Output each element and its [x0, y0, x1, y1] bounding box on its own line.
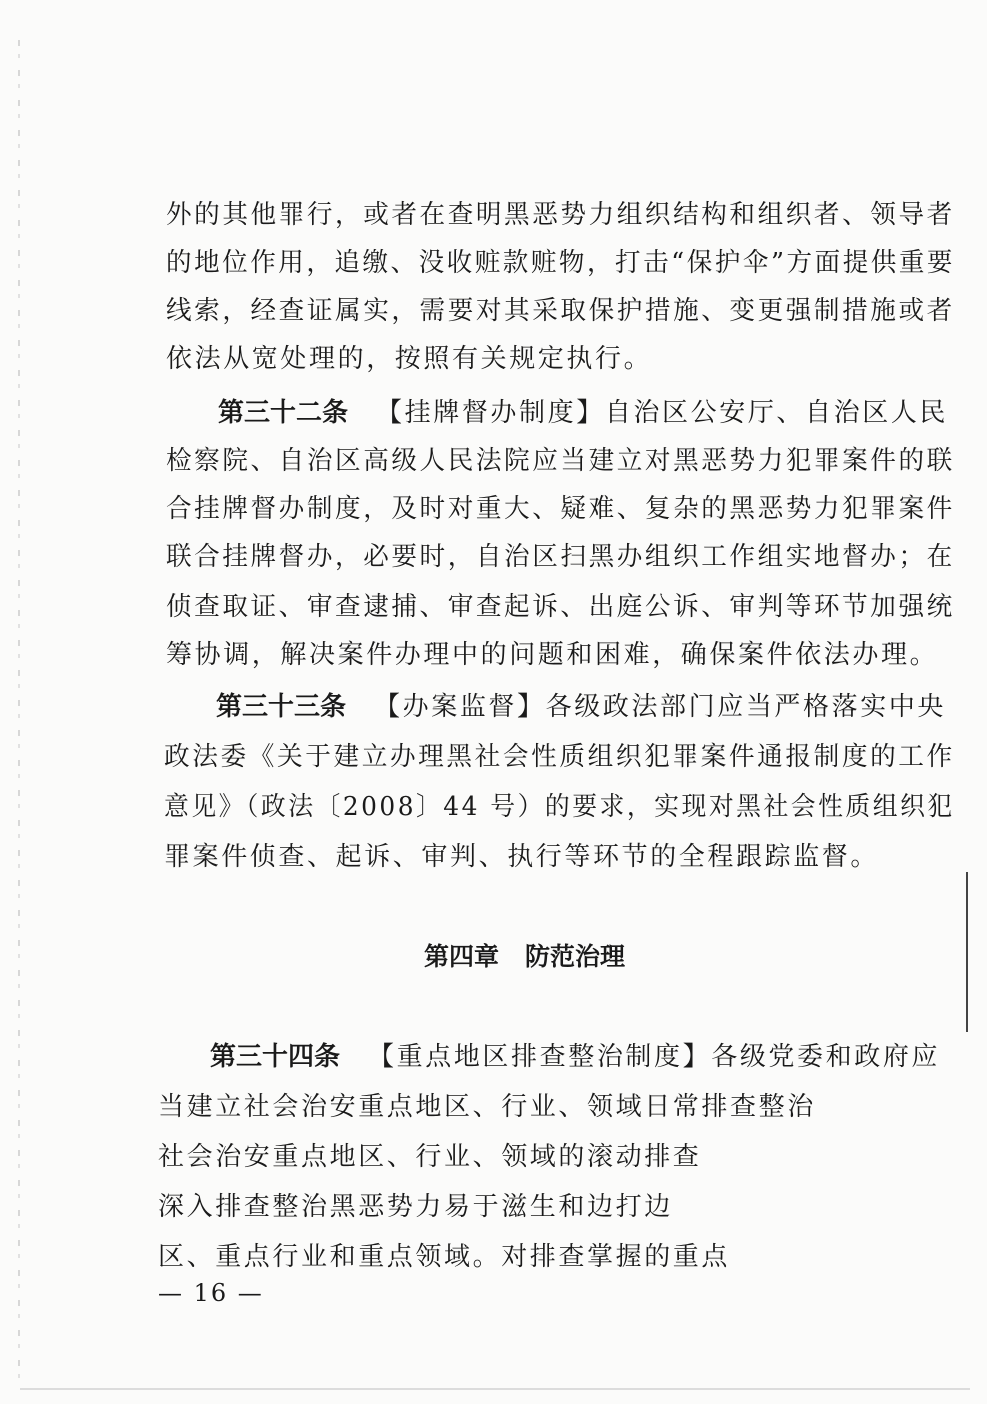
- article-32-line: 侦查取证、审查逮捕、审查起诉、出庭公诉、审判等环节加强统: [166, 592, 955, 622]
- page-number: — 16 —: [158, 1279, 264, 1307]
- chapter-heading: [424, 940, 625, 974]
- paragraph-line: 依法从宽处理的，按照有关规定执行。: [166, 344, 653, 374]
- paragraph-line: 线索，经查证属实，需要对其采取保护措施、变更强制措施或者: [166, 296, 955, 326]
- article-34-line: 社会治安重点地区、行业、领域的滚动排查: [158, 1142, 702, 1172]
- article-32-line: 合挂牌督办制度，及时对重大、疑难、复杂的黑恶势力犯罪案件: [166, 494, 955, 524]
- article-33-line: 政法委《关于建立办理黑社会性质组织犯罪案件通报制度的工作: [164, 742, 955, 772]
- article-32-line: 联合挂牌督办，必要时，自治区扫黑办组织工作组实地督办；在: [166, 542, 955, 572]
- article-32-title: 【挂牌督办制度】: [376, 398, 605, 428]
- article-33-first-text: 各级政法部门应当严格落实中央: [545, 692, 947, 722]
- scan-edge-bottom: [20, 1388, 970, 1390]
- article-32-line: 筹协调，解决案件办理中的问题和困难，确保案件依法办理。: [166, 640, 939, 670]
- paragraph-line: 外的其他罪行，或者在查明黑恶势力组织结构和组织者、领导者: [166, 200, 955, 230]
- article-34-line: 当建立社会治安重点地区、行业、领域日常排查整治: [158, 1092, 816, 1122]
- article-34-number: 第三十四条: [210, 1042, 341, 1072]
- article-33-line: 意见》（政法〔2008〕44 号）的要求，实现对黑社会性质组织犯: [164, 792, 955, 822]
- article-34-line: 区、重点行业和重点领域。对排查掌握的重点: [158, 1242, 731, 1272]
- chapter-number: 第四章: [424, 942, 500, 971]
- article-34-first-line: [210, 1040, 940, 1074]
- chapter-title: 防范治理: [525, 942, 626, 971]
- scan-edge-left: [18, 40, 20, 1380]
- article-32-number: 第三十二条: [218, 398, 349, 428]
- article-33-title: 【办案监督】: [374, 692, 546, 722]
- article-34-first-text: 各级党委和政府应: [711, 1042, 941, 1072]
- article-32-first-text: 自治区公安厅、自治区人民: [604, 398, 949, 428]
- article-33-first-line: [216, 690, 946, 724]
- scan-mark-right: [966, 872, 968, 1032]
- article-32-first-line: [218, 396, 948, 430]
- paragraph-line: 的地位作用，追缴、没收赃款赃物，打击“保护伞”方面提供重要: [166, 248, 955, 278]
- article-32-line: 检察院、自治区高级人民法院应当建立对黑恶势力犯罪案件的联: [166, 446, 955, 476]
- article-33-number: 第三十三条: [216, 692, 347, 722]
- article-34-line: 深入排查整治黑恶势力易于滋生和边打边: [158, 1192, 673, 1222]
- article-34-title: 【重点地区排查整治制度】: [368, 1042, 712, 1072]
- article-33-line: 罪案件侦查、起诉、审判、执行等环节的全程跟踪监督。: [164, 842, 880, 872]
